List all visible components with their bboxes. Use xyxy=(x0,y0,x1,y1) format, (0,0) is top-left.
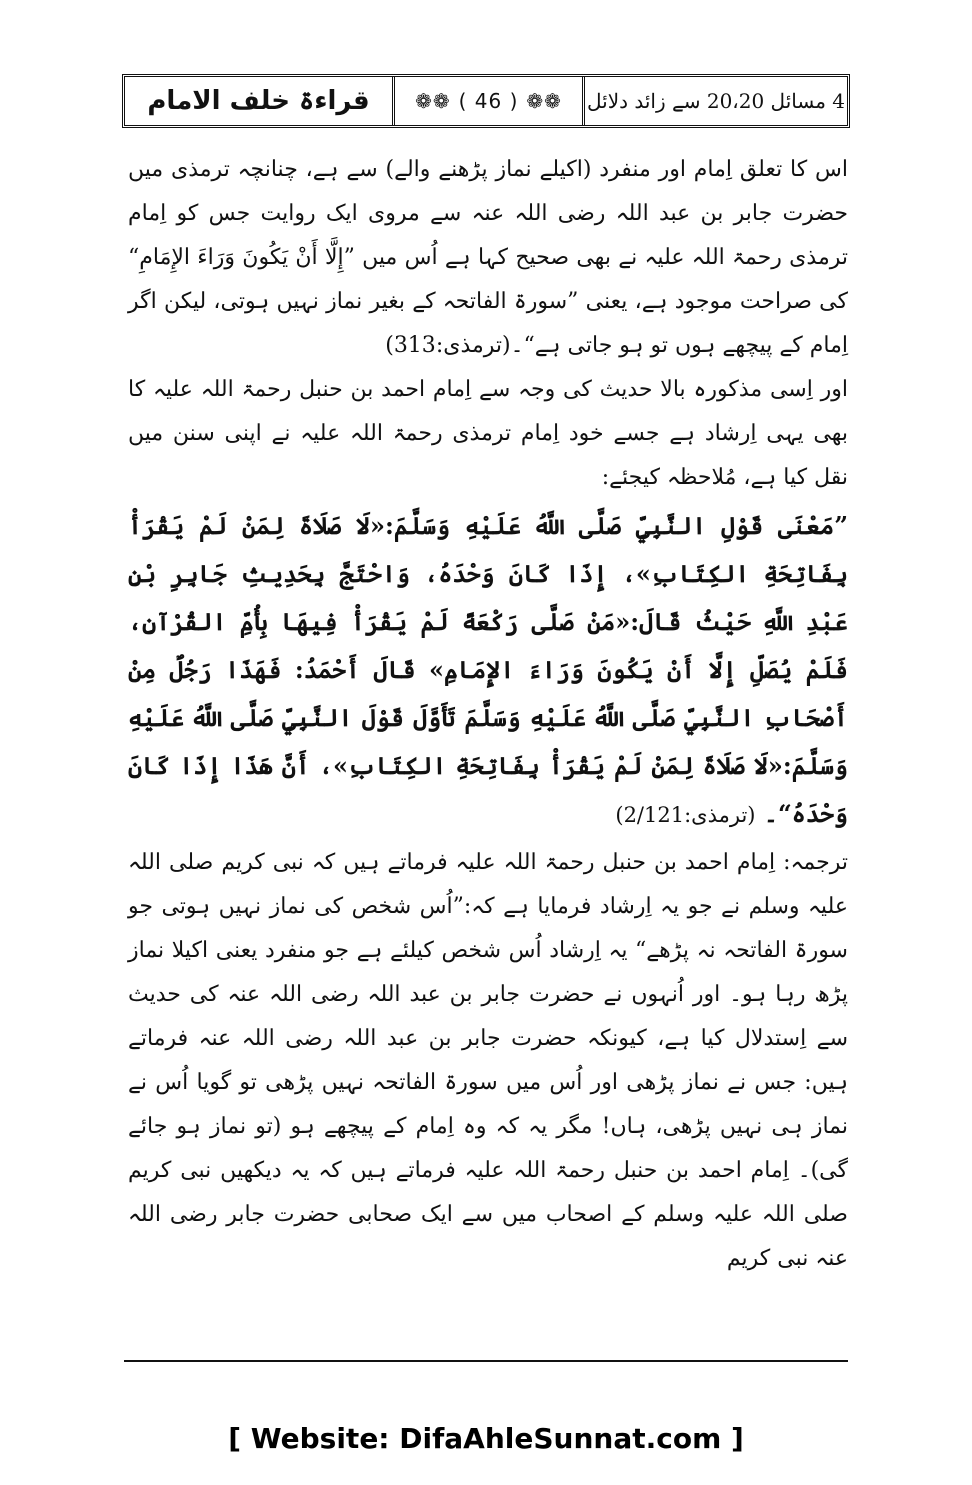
header-page-number-box xyxy=(395,77,585,125)
header-running-head: 4 مسائل 20،20 سے زائد دلائل xyxy=(586,89,846,113)
arabic-quote xyxy=(128,502,848,839)
header-title: قراءۃ خلف الامام xyxy=(125,77,395,125)
arabic-quote-text: ”مَعْنَى قَوْلِ النَّبِيِّ صَلَّى اللَّهُ عَلَيْهِ وَسَلَّمَ:«لَا صَلَاةَ لِمَنْ لَمْ يَقْرَأْ بِفَاتِحَةِ الكِتَابِ»، إِذَا كَانَ وَحْدَهُ، وَاحْتَجَّ بِحَدِيثِ جَابِرِ بْنِ عَبْدِ اللَّهِ حَيْثُ قَالَ:«مَنْ صَلَّى رَكْعَةً لَمْ يَقْرَأْ فِيهَا بِأُمِّ القُرْآنِ، فَلَمْ يُصَلِّ إِلَّا أَنْ يَكُونَ وَرَاءَ الإِمَامِ» قَالَ أَحْمَدُ: فَهَذَا رَجُلٌ مِنْ أَصْحَابِ النَّبِيِّ صَلَّى اللَّهُ عَلَيْهِ وَسَلَّمَ تَأَوَّلَ قَوْلَ النَّبِيِّ صَلَّى اللَّهُ عَلَيْهِ وَسَلَّمَ:«لَا صَلَاةَ لِمَنْ لَمْ يَقْرَأْ بِفَاتِحَةِ الكِتَابِ»، أَنَّ هَذَا إِذَا كَانَ وَحْدَهُ“۔ xyxy=(128,511,848,828)
website-footer: [ Website: DifaAhleSunnat.com ] xyxy=(228,1422,744,1455)
paragraph-1: اس کا تعلق اِمام اور منفرد (اکیلے نماز پڑھنے والے) سے ہے، چنانچہ ترمذی میں حضرت جابر بن عبد اللہ رضی اللہ عنہ سے مروی ایک روایت جس کو اِمام ترمذی رحمۃ اللہ علیہ نے بھی صحیح کہا ہے اُس میں ”إِلَّا أَنْ يَكُونَ وَرَاءَ الإِمَامِ“ کی صراحت موجود ہے، یعنی ”سورۃ الفاتحہ کے بغیر نماز نہیں ہوتی، لیکن اگر اِمام کے پیچھے ہوں تو ہو جاتی ہے“۔(ترمذی:313) xyxy=(128,157,848,358)
footer-divider xyxy=(124,1360,848,1362)
ornament-right: ❁❁ xyxy=(526,89,562,113)
page-header xyxy=(122,74,850,128)
body-text xyxy=(128,148,848,1281)
ornament-left: ❁❁ xyxy=(415,89,451,113)
arabic-quote-reference: (ترمذی:2/121) xyxy=(615,803,756,827)
paragraph-2: اور اِسی مذکورہ بالا حدیث کی وجہ سے اِمام احمد بن حنبل رحمۃ اللہ علیہ کا بھی یہی اِرشاد ہے جسے خود اِمام ترمذی رحمۃ اللہ علیہ نے اپنی سنن میں نقل کیا ہے، مُلاحظہ کیجئے: xyxy=(128,377,848,490)
translation-paragraph: ترجمہ: اِمام احمد بن حنبل رحمۃ اللہ علیہ فرماتے ہیں کہ نبی کریم صلی اللہ علیہ وسلم نے جو یہ اِرشاد فرمایا ہے کہ:”اُس شخص کی نماز نہیں ہوتی جو سورۃ الفاتحہ نہ پڑھے“ یہ اِرشاد اُس شخص کیلئے ہے جو منفرد یعنی اکیلا نماز پڑھ رہا ہو۔ اور اُنہوں نے حضرت جابر بن عبد اللہ رضی اللہ عنہ کی حدیث سے اِستدلال کیا ہے، کیونکہ حضرت جابر بن عبد اللہ رضی اللہ عنہ فرماتے ہیں: جس نے نماز پڑھی اور اُس میں سورۃ الفاتحہ نہیں پڑھی تو گویا اُس نے نماز ہی نہیں پڑھی، ہاں! مگر یہ کہ وہ اِمام کے پیچھے ہو (تو نماز ہو جائے گی)۔ اِمام احمد بن حنبل رحمۃ اللہ علیہ فرماتے ہیں کہ یہ دیکھیں نبی کریم صلی اللہ علیہ وسلم کے اصحاب میں سے ایک صحابی حضرت جابر رضی اللہ عنہ نبی کریم xyxy=(128,850,848,1271)
page-number: ( 46 ) xyxy=(458,89,519,113)
